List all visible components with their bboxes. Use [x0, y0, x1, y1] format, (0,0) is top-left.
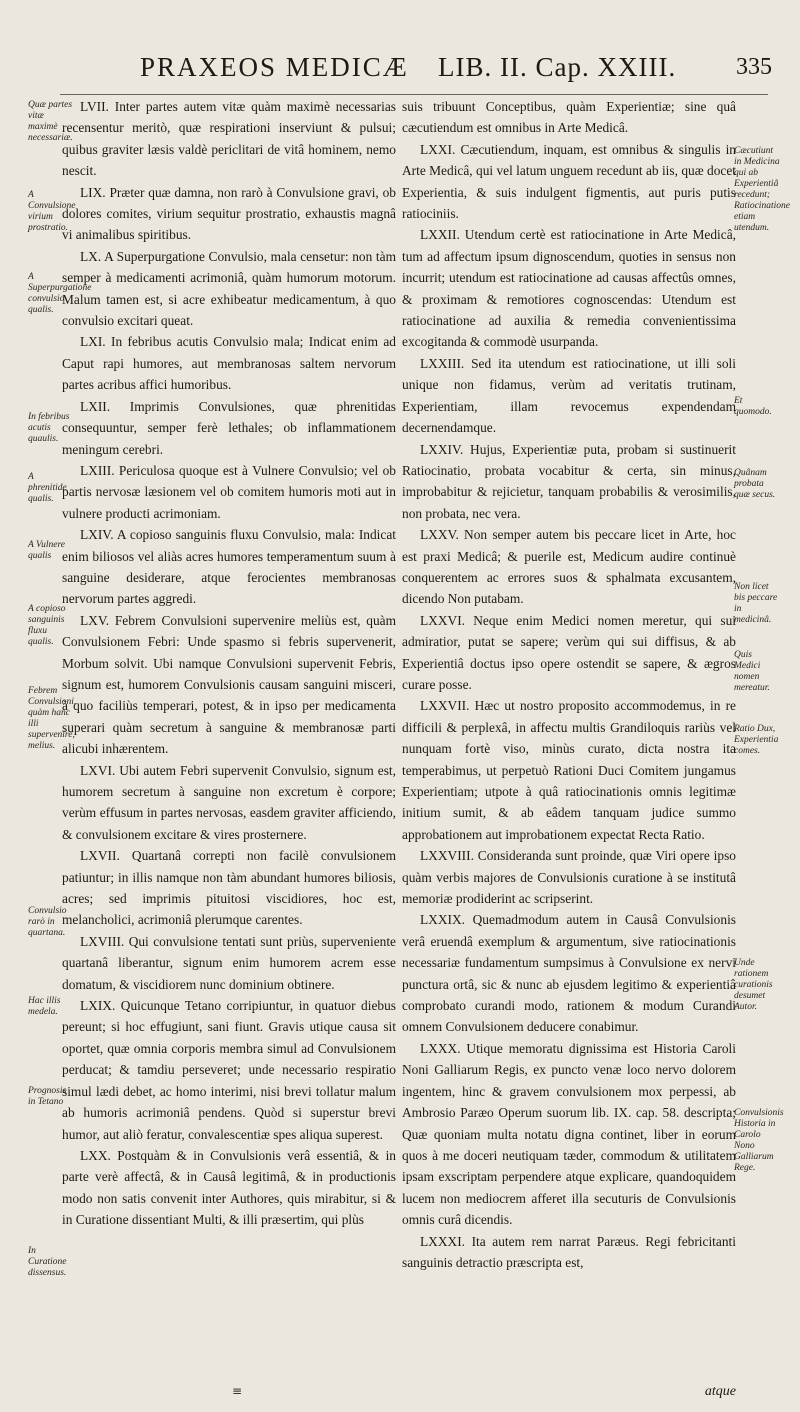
paragraph: LXXVII. Hæc ut nostro proposito accommodemus, in re difficili & perplexâ, in affectu multis Grandiloquis rariùs vel nunquam fortè viso, minùs curato, dicta nostra ita temperabimus, ut perpetuò Rationi Duci Comitem jungamus Experientiam; utpote à quâ ratiocinationis omnis legitimæ initium sumit, & ab eâdem tanquam judice summo approbationem aut improbationem expectat Recta Ratio. — [402, 698, 736, 842]
header-rule — [60, 94, 768, 95]
running-title: PRAXEOS MEDICÆ — [140, 52, 409, 82]
running-header — [140, 52, 780, 98]
page-number: 335 — [736, 54, 772, 80]
paragraph: LXXIII. Sed ita utendum est ratiocinatione, ut illi soli unique non fidamus, verùm ad veritatis trutinam, Experientiam, illam revocemus expendendam decernendamque. — [402, 355, 736, 436]
margin-note: Cæcutiunt in Medicina qui ab Experientiâ recedunt; Ratiocinatione etiam utendum. — [734, 146, 790, 233]
margin-note: Febrem Convulsioni, quàm hanc illi supervenire, melius. — [28, 686, 77, 751]
margin-note: Quânam probata quæ secus. — [734, 468, 776, 500]
paragraph: LXVIII. Qui convulsione tentati sunt priùs, superveniente quartanâ liberantur, signum enim humorem acrem esse domatum, & viscidiorem nunc dominium obtinere. — [62, 933, 396, 992]
paragraph: LXIV. A copioso sanguinis fluxu Convulsio, mala: Indicat enim biliosos vel aliàs acres humores temperamentum suum à sanguine desiderare, atque ferocientes membranosas nervorum partes aggredi. — [62, 527, 396, 607]
paragraph: LXXIV. Hujus, Experientiæ puta, probam si sustinuerit Ratiocinatio, probata vocabitur & certa, sin minus, improbabitur & rejicietur, tanquam probabilis & verosimilis, non probata, nec vera. — [402, 441, 736, 521]
margin-note: A copioso sanguinis fluxu qualis. — [28, 604, 66, 647]
margin-note: A Convulsione virium prostratio. — [28, 190, 76, 233]
margin-note: A Vulnere qualis — [28, 540, 66, 561]
paragraph: suis tribuunt Conceptibus, quàm Experientiæ; sine quâ cæcutiendum est omnibus in Arte Medicâ. — [402, 99, 736, 136]
paragraph: LXX. Postquàm & in Convulsionis verâ essentiâ, & in parte verè affectâ, & in Causâ legitimâ, & in productionis modo non satis convenit inter Authores, quis mirabitur, si & in Curatione dissentiant Multi, & illi præsertim, qui plùs — [62, 1147, 396, 1228]
paragraph: LXIX. Quicunque Tetano corripiuntur, in quatuor diebus pereunt; si hoc effugiunt, sani fiunt. Gravis utique causa sit oportet, quæ omnia corporis membra simul ad Convulsionem perducat; & tamdiu perseveret; unde necessario respiratio simul lædi debet, ac homo interimi, nisi brevi tollatur malum ab humoris acrimoniâ pendens. Quòd si superstur brevi humor, aut aliò feratur, convalescentiæ spes aliqua superest. — [62, 998, 396, 1142]
paragraph: LXXVIII. Consideranda sunt proinde, quæ Viri opere ipso quàm verbis majores de Convulsionis curatione à se institutâ memoriæ prodiderint ac scripserint. — [402, 848, 736, 907]
paragraph: LXII. Imprimis Convulsiones, quæ phrenitidas consequuntur, semper ferè lethales; ob inflammationem meningum cerebri. — [62, 398, 396, 457]
text-column-left — [62, 96, 396, 1231]
margin-note: Convulsionis Historia in Carolo Nono Galliarum Rege. — [734, 1108, 784, 1173]
margin-note: Non licet bis peccare in medicinâ. — [734, 582, 778, 625]
paragraph: LX. A Superpurgatione Convulsio, mala censetur: non tàm semper à medicamenti acrimoniâ, quàm humorum motorum. Malum tamen est, si acre exhibeatur medicamentum, à quo convulsio excitari queat. — [62, 248, 396, 329]
margin-note: Et quomodo. — [734, 396, 772, 417]
paragraph: LVII. Inter partes autem vitæ quàm maximè necessarias recensentur meritò, quæ respirationi inserviunt & pulsui; quibus graviter læsis valdè periclitari de vitâ hominem, nemo nescit. — [62, 99, 396, 179]
margin-note: A Superpurgatione convulsio qualis. — [28, 272, 92, 315]
paragraph: LXI. In febribus acutis Convulsio mala; Indicat enim ad Caput rapi humores, aut membranosas saltem nervorum partes acribus affici humoribus. — [62, 334, 396, 393]
paragraph: LXVI. Ubi autem Febri supervenit Convulsio, signum est, humorem secretum à sanguine non excretum è corpore; verùm effusum in partes nervosas, easdem graviter afficiendo, & convulsionem excitare & vires prosternere. — [62, 762, 396, 842]
paragraph: LXXII. Utendum certè est ratiocinatione in Arte Medicâ, tum ad affectum ipsum dignoscendum, quoties in sensus non incurrit; utendum est ratiocinatione ad causas affectûs omnes, & proximam & remotiores cognoscendas: Utendum est ratiocinatione ad auxilia & remedia convenientissima excogitanda & commodè usurpanda. — [402, 227, 736, 350]
paragraph: LXV. Febrem Convulsioni supervenire meliùs est, quàm Convulsionem Febri: Unde spasmo si febris supervenerit, Morbum solvit. Ubi namque Convulsioni supervenit Febris, signum est, humorem Convulsionis causam sanguini misceri, à quo faciliùs temperari, potest, & in ipso per medicamenta superari quàm secretum à sanguine & membranosæ parti alicubi inhærentem. — [62, 612, 396, 757]
catchword: atque — [704, 1384, 736, 1399]
paragraph: LXXV. Non semper autem bis peccare licet in Arte, hoc est praxi Medicâ; & puerile est, Medicum audire continuè conquerentem ac errores suos & sphalmata excusantem, dicendo Non putabam. — [402, 527, 736, 607]
paragraph: LXIII. Periculosa quoque est à Vulnere Convulsio; vel ob partis nervosæ læsionem vel ob comitem humoris moti aut in vulnere producti acrimoniam. — [62, 462, 396, 521]
paragraph: LXXVI. Neque enim Medici nomen meretur, qui sui admiratior, putat se sapere; verùm qui sui diffisus, & ab Experientiâ doctus ipso opere ostendit se sapere, & ægros curare posse. — [402, 612, 736, 692]
margin-note: In Curatione dissensus. — [28, 1246, 67, 1278]
margin-note: Convulsio rarò in quartana. — [28, 906, 67, 938]
margin-note: A phrenitide qualis. — [28, 472, 67, 504]
paragraph: LIX. Præter quæ damna, non rarò à Convulsione gravi, ob dolores comites, virium sequitur prostratio, exhaustis magnâ vi animalibus spiritibus. — [62, 184, 396, 243]
book-chapter-label: LIB. II. Cap. XXIII. — [438, 52, 677, 82]
margin-note: Unde rationem curationis desumet Autor. — [734, 958, 773, 1012]
margin-note: Quis Medici nomen mereatur. — [734, 650, 770, 693]
margin-note: Quæ partes vitæ maximè necessariæ. — [28, 100, 73, 143]
margin-note: Hac illis medela. — [28, 996, 61, 1017]
margin-note: Prognosis in Tetano — [28, 1086, 67, 1107]
paragraph: LXXIX. Quemadmodum autem in Causâ Convulsionis verâ eruendâ exemplum & argumentum, sive ratiocinationis necessariæ fundamentum sumpsimus à Convulsione ex nervi punctura ortâ, sic & nunc ab ejusdem legitimo & experientiâ comprobato curandi modo, rationem & modum Curandi omnem Convulsionem deducere conabimur. — [402, 912, 736, 1035]
signature-mark: ≡ — [232, 1384, 243, 1398]
paragraph: LXVII. Quartanâ correpti non facilè convulsionem patiuntur; in illis namque non tàm abundant humores biliosis, acres; sed imprimis pituitosi viscidiores, hoc est, melancholici, acrimoniâ plerumque carentes. — [62, 848, 396, 928]
paragraph: LXXXI. Ita autem rem narrat Paræus. Regi febricitanti sanguinis detractio præscripta est, — [402, 1233, 736, 1270]
paragraph: LXXX. Utique memoratu dignissima est Historia Caroli Noni Galliarum Regis, ex puncto venæ loco nervo dolorem ingentem, hinc & gravem convulsionem mox perpessi, ab Ambrosio Paræo Operum suorum lib. IX. cap. 58. descripta; Quæ quoniam multa notatu digna continet, liber in eorum quos à me doceri neutiquam tæder, commodum & utilitatem ipsam exscriptam perpendere atque explicare, quandoquidem lucem non mediocrem afferet illa secuturis de Convulsionis omnis curâ dicendis. — [402, 1040, 736, 1228]
text-column-right — [402, 96, 736, 1273]
margin-note: Ratio Dux, Experientia comes. — [734, 724, 779, 756]
margin-note: In febribus acutis quaulis. — [28, 412, 70, 444]
paragraph: LXXI. Cæcutiendum, inquam, est omnibus & singulis in Arte Medicâ, qui vel latum unguem recedunt ab iis, quæ docet Experientia, & suis indulgent figmentis, aut puris putis ratiociniis. — [402, 141, 736, 222]
